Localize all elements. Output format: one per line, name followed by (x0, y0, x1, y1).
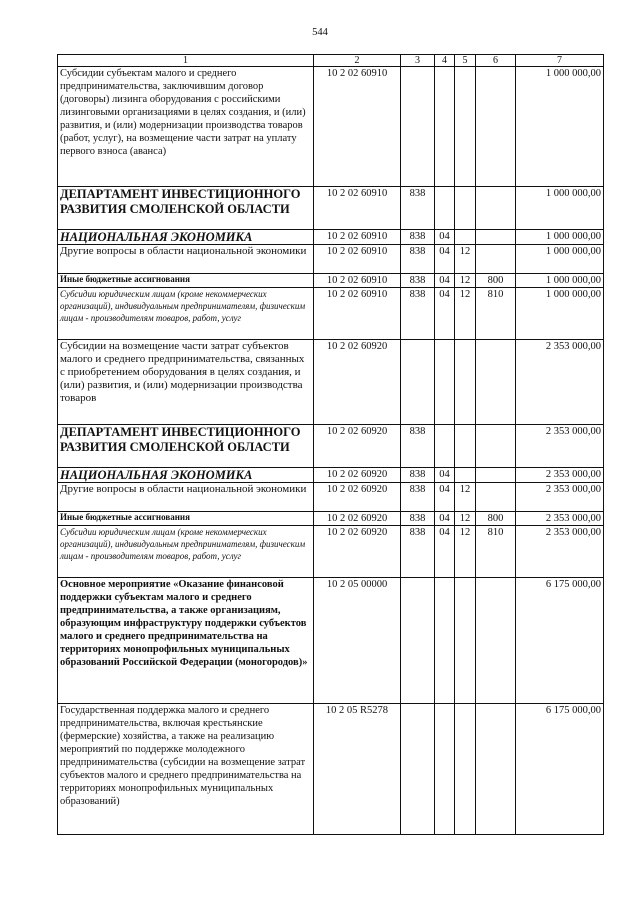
cell-grbs (401, 704, 435, 835)
header-row (58, 55, 604, 67)
cell-rz (435, 187, 455, 230)
cell-pr: 12 (455, 245, 476, 274)
cell-sum: 1 000 000,00 (516, 187, 604, 230)
header-cell: 4 (435, 55, 455, 67)
cell-vr (476, 578, 516, 704)
table-row (58, 578, 604, 704)
cell-sum: 1 000 000,00 (516, 67, 604, 187)
cell-sum: 1 000 000,00 (516, 230, 604, 245)
cell-rz: 04 (435, 526, 455, 578)
table-row (58, 425, 604, 468)
cell-csr: 10 2 02 60910 (314, 245, 401, 274)
cell-grbs: 838 (401, 425, 435, 468)
cell-pr: 12 (455, 288, 476, 340)
cell-grbs: 838 (401, 483, 435, 512)
cell-pr (455, 425, 476, 468)
header-cell: 3 (401, 55, 435, 67)
cell-name: Государственная поддержка малого и среднего предпринимательства, включая крестьянские (фермерские) хозяйства, а также на реализацию мероприятий по поддержке молодежного предпринимательства (субсидии на возмещение затрат субъектов малого и среднего предпринимательства на территориях монопрофильных муниципальных образований) (58, 704, 314, 835)
cell-csr: 10 2 02 60920 (314, 512, 401, 526)
header-cell: 2 (314, 55, 401, 67)
cell-rz (435, 340, 455, 425)
cell-name: Субсидии юридическим лицам (кроме некоммерческих организаций), индивидуальным предпринимателям, физическим лицам - производителям товаров, работ, услуг (58, 288, 314, 340)
cell-pr: 12 (455, 512, 476, 526)
cell-rz: 04 (435, 288, 455, 340)
cell-name: Иные бюджетные ассигнования (58, 274, 314, 288)
cell-grbs: 838 (401, 526, 435, 578)
cell-vr: 810 (476, 526, 516, 578)
cell-vr (476, 340, 516, 425)
cell-grbs: 838 (401, 274, 435, 288)
cell-name: ДЕПАРТАМЕНТ ИНВЕСТИЦИОННОГО РАЗВИТИЯ СМОЛЕНСКОЙ ОБЛАСТИ (58, 187, 314, 230)
header-cell: 7 (516, 55, 604, 67)
cell-rz: 04 (435, 468, 455, 483)
cell-vr (476, 425, 516, 468)
cell-sum: 1 000 000,00 (516, 274, 604, 288)
cell-csr: 10 2 02 60920 (314, 526, 401, 578)
cell-vr (476, 468, 516, 483)
cell-sum: 6 175 000,00 (516, 578, 604, 704)
cell-pr: 12 (455, 274, 476, 288)
table-row (58, 526, 604, 578)
header-cell: 5 (455, 55, 476, 67)
cell-vr (476, 483, 516, 512)
table-row (58, 288, 604, 340)
cell-csr: 10 2 05 00000 (314, 578, 401, 704)
cell-vr (476, 67, 516, 187)
cell-csr: 10 2 02 60910 (314, 187, 401, 230)
cell-name: ДЕПАРТАМЕНТ ИНВЕСТИЦИОННОГО РАЗВИТИЯ СМОЛЕНСКОЙ ОБЛАСТИ (58, 425, 314, 468)
table-row (58, 187, 604, 230)
cell-rz: 04 (435, 230, 455, 245)
cell-csr: 10 2 02 60910 (314, 230, 401, 245)
cell-vr: 800 (476, 512, 516, 526)
cell-vr: 810 (476, 288, 516, 340)
cell-sum: 2 353 000,00 (516, 340, 604, 425)
cell-grbs: 838 (401, 512, 435, 526)
cell-rz: 04 (435, 274, 455, 288)
cell-pr (455, 340, 476, 425)
cell-csr: 10 2 02 60920 (314, 425, 401, 468)
cell-rz (435, 704, 455, 835)
cell-rz: 04 (435, 483, 455, 512)
cell-pr (455, 468, 476, 483)
cell-csr: 10 2 05 R5278 (314, 704, 401, 835)
cell-pr: 12 (455, 526, 476, 578)
cell-csr: 10 2 02 60920 (314, 483, 401, 512)
cell-name: Субсидии юридическим лицам (кроме некоммерческих организаций), индивидуальным предпринимателям, физическим лицам - производителям товаров, работ, услуг (58, 526, 314, 578)
cell-pr (455, 578, 476, 704)
cell-sum: 2 353 000,00 (516, 526, 604, 578)
cell-csr: 10 2 02 60910 (314, 274, 401, 288)
cell-rz (435, 578, 455, 704)
cell-pr (455, 230, 476, 245)
cell-vr (476, 187, 516, 230)
cell-grbs: 838 (401, 187, 435, 230)
cell-rz: 04 (435, 245, 455, 274)
cell-grbs: 838 (401, 468, 435, 483)
cell-pr: 12 (455, 483, 476, 512)
table-row (58, 468, 604, 483)
cell-rz (435, 67, 455, 187)
cell-name: НАЦИОНАЛЬНАЯ ЭКОНОМИКА (58, 468, 314, 483)
header-cell: 6 (476, 55, 516, 67)
cell-csr: 10 2 02 60920 (314, 468, 401, 483)
cell-name: Основное мероприятие «Оказание финансовой поддержки субъектам малого и среднего предпринимательства, а также организациям, образующим инфраструктуру поддержки субъектов малого и среднего предпринимательства на территориях монопрофильных муниципальных образований Российской Федерации (моногородов)» (58, 578, 314, 704)
cell-grbs (401, 67, 435, 187)
table-row (58, 245, 604, 274)
cell-name: Субсидии субъектам малого и среднего предпринимательства, заключившим договор (договоры) лизинга оборудования с российскими лизинговыми организациями в целях создания, и (или) развития, и (или) модернизации производства товаров (работ, услуг), на возмещение части затрат на уплату первого взноса (аванса) (58, 67, 314, 187)
table-body (58, 67, 604, 835)
table-row (58, 340, 604, 425)
cell-sum: 2 353 000,00 (516, 425, 604, 468)
cell-sum: 1 000 000,00 (516, 288, 604, 340)
table-row (58, 230, 604, 245)
page-number: 544 (312, 27, 328, 38)
cell-csr: 10 2 02 60910 (314, 67, 401, 187)
cell-rz (435, 425, 455, 468)
cell-sum: 2 353 000,00 (516, 468, 604, 483)
cell-sum: 2 353 000,00 (516, 512, 604, 526)
table-row (58, 274, 604, 288)
cell-name: Другие вопросы в области национальной экономики (58, 483, 314, 512)
cell-vr (476, 704, 516, 835)
cell-sum: 2 353 000,00 (516, 483, 604, 512)
cell-sum: 1 000 000,00 (516, 245, 604, 274)
cell-csr: 10 2 02 60920 (314, 340, 401, 425)
table-row (58, 512, 604, 526)
cell-sum: 6 175 000,00 (516, 704, 604, 835)
cell-pr (455, 704, 476, 835)
cell-name: Другие вопросы в области национальной экономики (58, 245, 314, 274)
cell-csr: 10 2 02 60910 (314, 288, 401, 340)
cell-vr: 800 (476, 274, 516, 288)
cell-name: Субсидии на возмещение части затрат субъектов малого и среднего предпринимательства, связанных с приобретением оборудования в целях создания, и (или) развития, и (или) модернизации производства товаров (58, 340, 314, 425)
cell-grbs: 838 (401, 245, 435, 274)
cell-rz: 04 (435, 512, 455, 526)
table-row (58, 483, 604, 512)
cell-grbs: 838 (401, 230, 435, 245)
cell-name: Иные бюджетные ассигнования (58, 512, 314, 526)
cell-vr (476, 230, 516, 245)
header-cell: 1 (58, 55, 314, 67)
cell-pr (455, 187, 476, 230)
table-row (58, 67, 604, 187)
cell-pr (455, 67, 476, 187)
cell-grbs: 838 (401, 288, 435, 340)
cell-name: НАЦИОНАЛЬНАЯ ЭКОНОМИКА (58, 230, 314, 245)
cell-grbs (401, 340, 435, 425)
budget-table (57, 54, 604, 835)
table-row (58, 704, 604, 835)
cell-grbs (401, 578, 435, 704)
cell-vr (476, 245, 516, 274)
